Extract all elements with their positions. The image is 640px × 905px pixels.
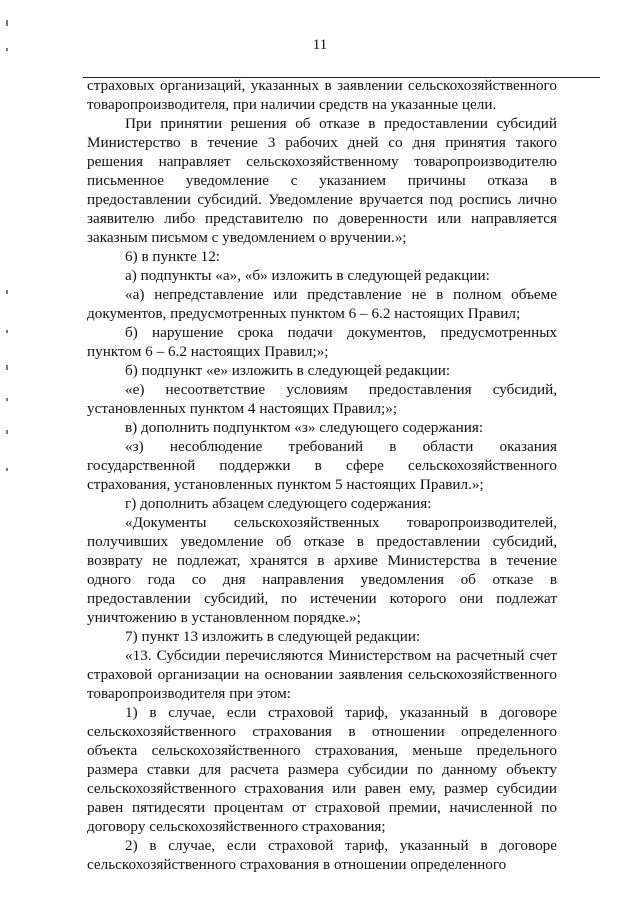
paragraph-case-2: 2) в случае, если страховой тариф, указанный в договоре сельскохозяйственного страхования в отношении определенного [87, 837, 557, 873]
paragraph-subitem-g: г) дополнить абзацем следующего содержания: [125, 495, 432, 512]
paragraph-quote-z: «з) несоблюдение требований в области оказания государственной поддержки в сфере сельскохозяйственного страхования, установленных пунктом 5 настоящих Правил.»; [87, 438, 557, 493]
scan-edge-marks [0, 0, 18, 905]
paragraph-refusal-decision: При принятии решения об отказе в предоставлении субсидий Министерство в течение 3 рабочих дней со дня принятия такого решения направляет сельскохозяйственному товаропроизводителю письменное уведомление с указанием причины отказа в предоставлении субсидий. Уведомление вручается под роспись лично заявителю либо представителю по доверенности или направляется заказным письмом с уведомлением о вручении.»; [87, 115, 557, 246]
paragraph-subitem-b: б) подпункт «е» изложить в следующей редакции: [125, 362, 451, 379]
paragraph-subitem-a: а) подпункты «а», «б» изложить в следующей редакции: [125, 267, 490, 284]
paragraph-quote-e: «е) несоответствие условиям предоставления субсидий, установленных пунктом 4 настоящих Правил;»; [87, 381, 557, 417]
document-body [87, 76, 557, 874]
page-number: 11 [312, 37, 328, 53]
paragraph-quote-b: б) нарушение срока подачи документов, предусмотренных пунктом 6 – 6.2 настоящих Правил;»; [87, 324, 557, 360]
paragraph-documents-archive: «Документы сельскохозяйственных товаропроизводителей, получивших уведомление об отказе в предоставлении субсидий, возврату не подлежат, хранятся в архиве Министерства в течение одного года со дня направления уведомления об отказе в предоставлении субсидий, по истечении которого они подлежат уничтожению в установленном порядке.»; [87, 514, 557, 626]
paragraph-case-1: 1) в случае, если страховой тариф, указанный в договоре сельскохозяйственного страхования в отношении определенного объекта сельскохозяйственного страхования, меньше предельного размера ставки для расчета размера субсидии по данному объекту сельскохозяйственного страхования или равен ему, размер субсидии равен пятидесяти процентам от страховой премии, начисленной по договору сельскохозяйственного страхования; [87, 704, 557, 835]
paragraph-item-7: 7) пункт 13 изложить в следующей редакции: [125, 628, 421, 645]
paragraph-item-6: 6) в пункте 12: [125, 248, 221, 265]
paragraph-subitem-v: в) дополнить подпунктом «з» следующего содержания: [125, 419, 484, 436]
paragraph-clause-13: «13. Субсидии перечисляются Министерством на расчетный счет страховой организации на основании заявления сельскохозяйственного товаропроизводителя при этом: [87, 647, 557, 702]
paragraph-continuation: страховых организаций, указанных в заявлении сельскохозяйственного товаропроизводителя, при наличии средств на указанные цели. [87, 77, 557, 113]
paragraph-quote-a: «а) непредставление или представление не в полном объеме документов, предусмотренных пунктом 6 – 6.2 настоящих Правил; [87, 286, 557, 322]
